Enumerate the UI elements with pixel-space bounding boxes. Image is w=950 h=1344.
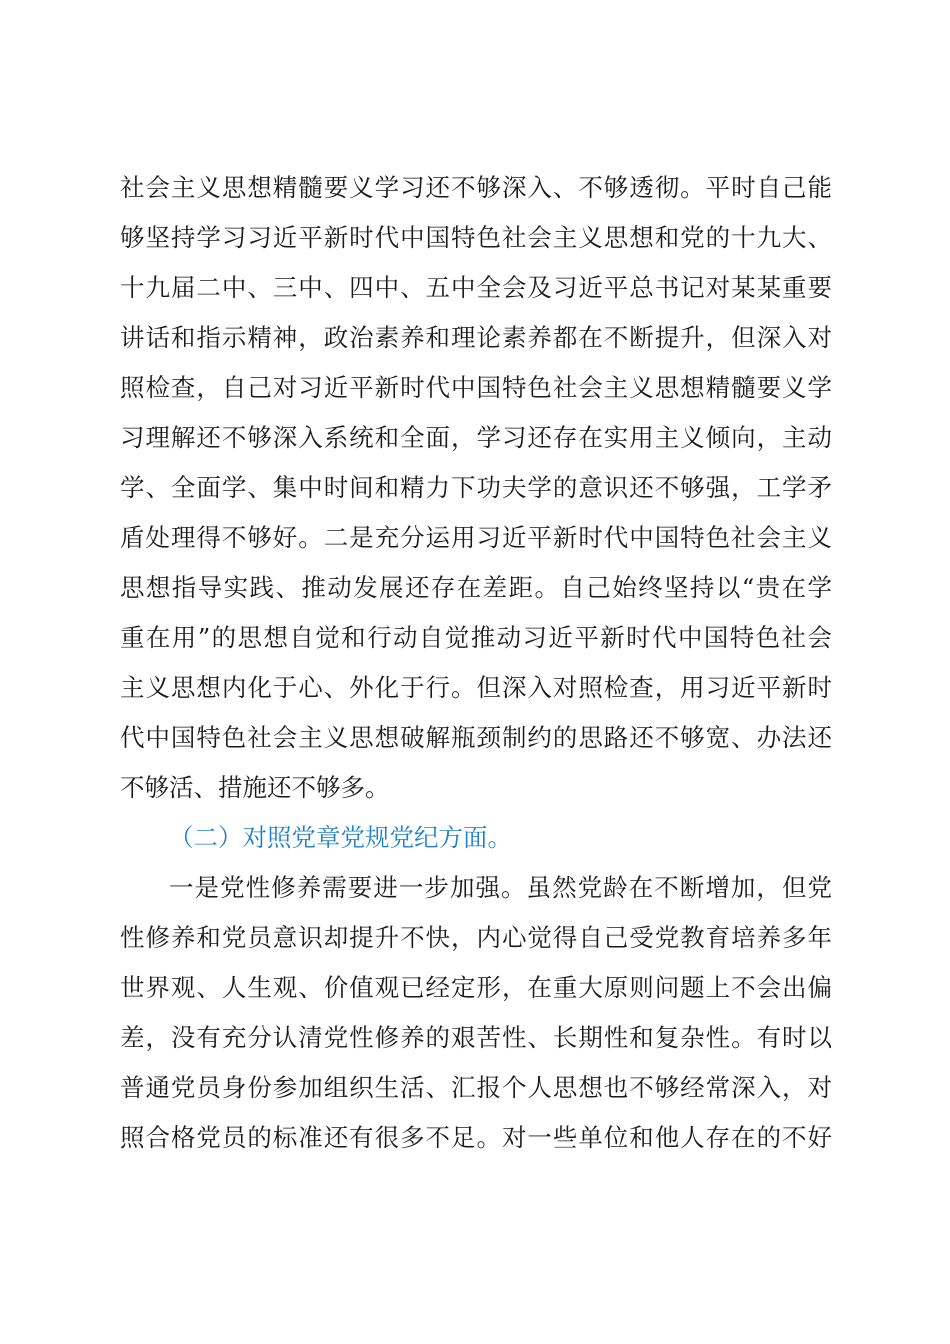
paragraph-line: 社会主义思想精髓要义学习还不够深入、不够透彻。平时自己能 [120,173,832,202]
paragraph-line: 世界观、人生观、价值观已经定形，在重大原则问题上不会出偏 [120,973,832,1002]
paragraph-line: 照合格党员的标准还有很多不足。对一些单位和他人存在的不好 [120,1123,832,1152]
paragraph-line: 主义思想内化于心、外化于行。但深入对照检查，用习近平新时 [120,673,832,702]
paragraph-line: 够坚持学习习近平新时代中国特色社会主义思想和党的十九大、 [120,223,832,252]
section-heading: （二）对照党章党规党纪方面。 [169,823,512,852]
paragraph-line: 照检查，自己对习近平新时代中国特色社会主义思想精髓要义学 [120,373,832,402]
paragraph-line: 不够活、措施还不够多。 [120,773,390,802]
paragraph-line: 代中国特色社会主义思想破解瓶颈制约的思路还不够宽、办法还 [120,723,832,752]
paragraph-line: 一是党性修养需要进一步加强。虽然党龄在不断增加，但党 [169,873,832,902]
paragraph-line: 性修养和党员意识却提升不快，内心觉得自己受党教育培养多年 [120,923,832,952]
paragraph-line: 十九届二中、三中、四中、五中全会及习近平总书记对某某重要 [120,273,832,302]
paragraph-line: 习理解还不够深入系统和全面，学习还存在实用主义倾向，主动 [120,423,832,452]
paragraph-line: 差，没有充分认清党性修养的艰苦性、长期性和复杂性。有时以 [120,1023,832,1052]
paragraph-line: 重在用”的思想自觉和行动自觉推动习近平新时代中国特色社会 [120,623,832,652]
paragraph-line: 普通党员身份参加组织生活、汇报个人思想也不够经常深入，对 [120,1073,832,1102]
paragraph-line: 思想指导实践、推动发展还存在差距。自己始终坚持以“贵在学 [120,573,832,602]
paragraph-line: 讲话和指示精神，政治素养和理论素养都在不断提升，但深入对 [120,323,832,352]
paragraph-line: 盾处理得不够好。二是充分运用习近平新时代中国特色社会主义 [120,523,832,552]
paragraph-line: 学、全面学、集中时间和精力下功夫学的意识还不够强，工学矛 [120,473,832,502]
